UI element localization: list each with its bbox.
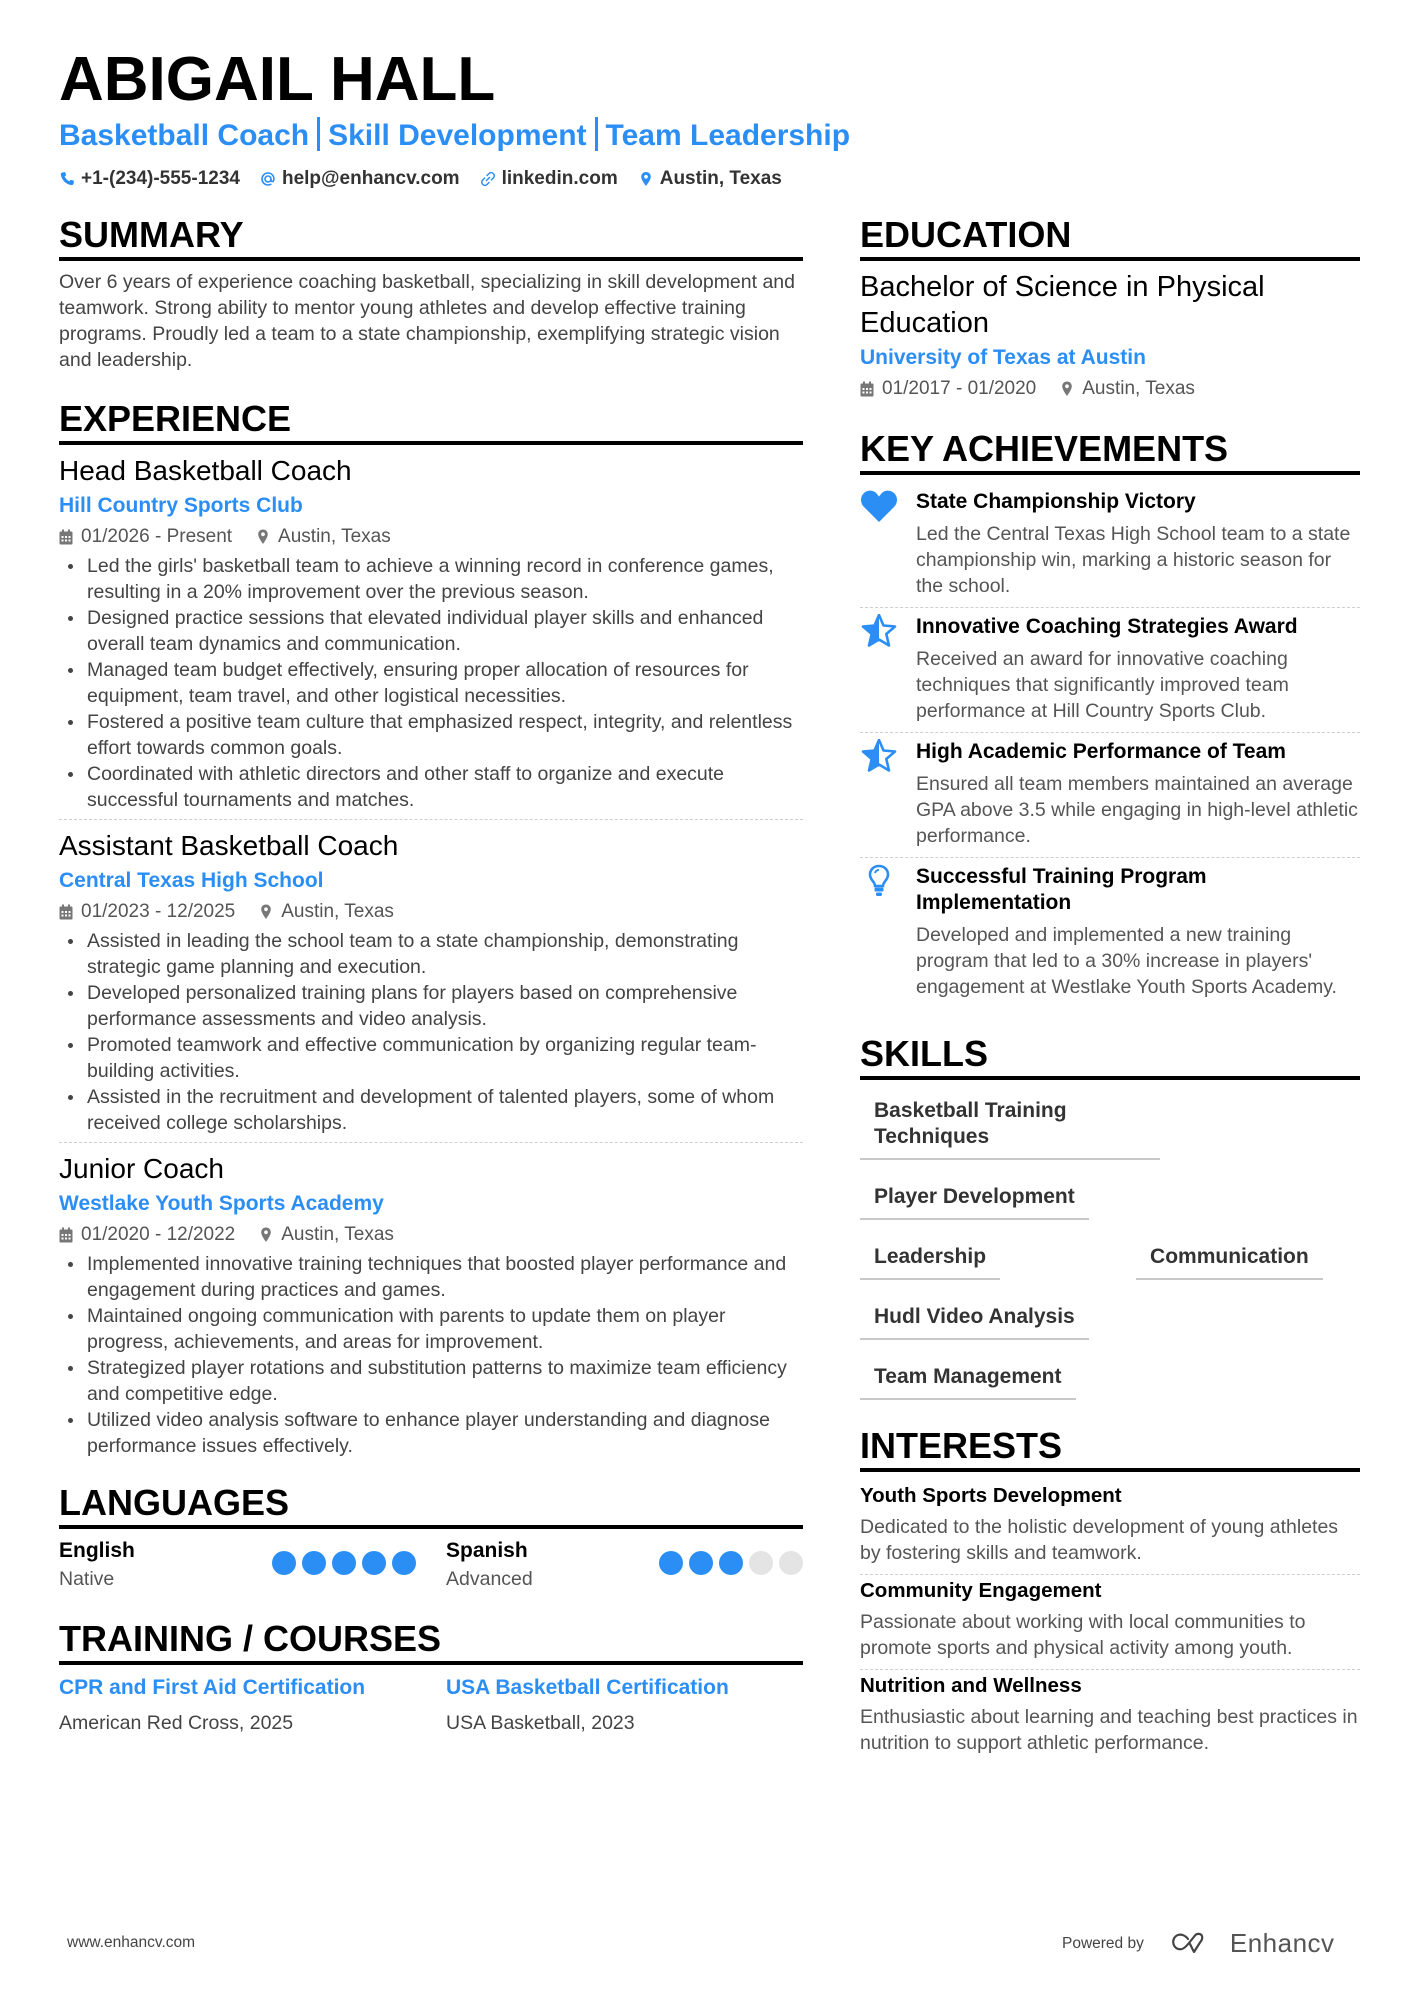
achievement-desc: Received an award for innovative coaching techniques that significantly improved team performance at Hill Country Sports Club. (916, 648, 1289, 722)
interest-item (860, 1480, 1360, 1575)
achievement-title: State Championship Victory (916, 490, 1196, 513)
job-location: Austin, Texas (281, 1224, 394, 1245)
bullet-item: Maintained ongoing communication with parents to update them on player progress, achievements, and areas for improvement. (59, 1303, 803, 1355)
powered-by-label: Powered by (1062, 1934, 1144, 1952)
email-text: help@enhancv.com (281, 168, 460, 189)
section-heading: EXPERIENCE (59, 399, 803, 445)
interest-desc: Enthusiastic about learning and teaching best practices in nutrition to support athletic performance. (860, 1706, 1358, 1754)
contact-phone[interactable] (59, 168, 240, 190)
candidate-name: ABIGAIL HALL (59, 45, 496, 114)
bullet-item: Fostered a positive team culture that emphasized respect, integrity, and relentless effort towards common goals. (59, 709, 803, 761)
bullet-item: Managed team budget effectively, ensuring proper allocation of resources for equipment, team travel, and other logistical necessities. (59, 657, 803, 709)
resume-header (59, 44, 1359, 190)
candidate-title (59, 116, 1359, 156)
heart-icon (860, 489, 898, 523)
language-level: Native (59, 1568, 115, 1590)
summary-section (59, 215, 803, 373)
course-provider: American Red Cross, 2025 (59, 1712, 294, 1734)
language-name: English (59, 1539, 135, 1562)
skill-tag: Basketball Training Techniques (860, 1088, 1160, 1160)
location-icon (256, 529, 270, 545)
course-provider: USA Basketball, 2023 (446, 1712, 635, 1734)
footer-website[interactable]: www.enhancv.com (67, 1934, 196, 1951)
location-text: Austin, Texas (659, 168, 782, 189)
course-title: CPR and First Aid Certification (59, 1676, 366, 1699)
achievement-desc: Developed and implemented a new training program that led to a 30% increase in players' engagement at Westlake Youth Sports Academy. (916, 924, 1337, 998)
left-column (59, 215, 803, 1737)
job-company: Central Texas High School (59, 869, 324, 892)
bullet-item: Designed practice sessions that elevated individual player skills and enhanced overall team dynamics and communication. (59, 605, 803, 657)
course-item (59, 1673, 416, 1737)
dot-empty (779, 1551, 803, 1575)
interests-section (860, 1426, 1360, 1764)
experience-section (59, 399, 803, 1465)
language-item (59, 1537, 416, 1593)
brand-logo[interactable] (1170, 1928, 1335, 1959)
job-company: Hill Country Sports Club (59, 494, 303, 517)
calendar-icon (59, 904, 73, 920)
section-heading: SKILLS (860, 1034, 1360, 1080)
title-separator (317, 117, 320, 151)
job-bullets (59, 553, 803, 813)
section-heading: LANGUAGES (59, 1483, 803, 1529)
language-level: Advanced (446, 1568, 533, 1590)
star-icon (860, 614, 898, 648)
languages-section (59, 1483, 803, 1593)
phone-icon (59, 171, 75, 187)
achievement-title: High Academic Performance of Team (916, 740, 1286, 763)
achievements-section (860, 429, 1360, 1008)
interest-title: Community Engagement (860, 1579, 1102, 1602)
skills-section (860, 1034, 1360, 1400)
job-location: Austin, Texas (278, 526, 391, 547)
bullet-item: Assisted in leading the school team to a state championship, demonstrating strategic game planning and execution. (59, 928, 803, 980)
job-meta (59, 523, 803, 551)
job-dates: 01/2023 - 12/2025 (81, 901, 236, 922)
contact-email[interactable] (260, 168, 460, 190)
interest-item (860, 1575, 1360, 1670)
experience-entry (59, 453, 803, 820)
title-separator (595, 117, 598, 151)
job-dates: 01/2026 - Present (81, 526, 233, 547)
bullet-item: Led the girls' basketball team to achieve a winning record in conference games, resulting in a 20% improvement over the previous season. (59, 553, 803, 605)
course-item (446, 1673, 803, 1737)
phone-text: +1-(234)-555-1234 (81, 168, 240, 189)
at-icon (260, 171, 276, 187)
dot-filled (302, 1551, 326, 1575)
linkedin-text: linkedin.com (501, 168, 618, 189)
achievement-item (860, 483, 1360, 608)
experience-entry (59, 1151, 803, 1465)
bullet-item: Developed personalized training plans for players based on comprehensive performance assessments and video analysis. (59, 980, 803, 1032)
brand-name: Enhancv (1229, 1928, 1335, 1958)
interest-desc: Dedicated to the holistic development of young athletes by fostering skills and teamwork. (860, 1516, 1339, 1564)
achievement-title: Innovative Coaching Strategies Award (916, 615, 1298, 638)
education-location: Austin, Texas (1082, 378, 1195, 399)
job-title: Assistant Basketball Coach (59, 830, 399, 861)
dot-filled (332, 1551, 356, 1575)
location-icon (1060, 381, 1074, 397)
bullet-item: Assisted in the recruitment and development of talented players, some of whom received college scholarships. (59, 1084, 803, 1136)
bullet-item: Strategized player rotations and substitution patterns to maximize team efficiency and competitive edge. (59, 1355, 803, 1407)
bullet-item: Promoted teamwork and effective communication by organizing regular team-building activities. (59, 1032, 803, 1084)
section-heading: KEY ACHIEVEMENTS (860, 429, 1360, 475)
degree: Bachelor of Science in Physical Education (860, 271, 1265, 339)
star-icon (860, 739, 898, 773)
achievement-desc: Led the Central Texas High School team to a state championship win, marking a historic season for the school. (916, 523, 1351, 597)
right-column (860, 215, 1360, 1764)
job-meta (59, 898, 803, 926)
summary-text: Over 6 years of experience coaching basketball, specializing in skill development and teamwork. Strong ability to mentor young athletes and develop effective training programs. Proudly led a team to a state championship, exemplifying strategic vision and leadership. (59, 271, 795, 371)
dot-filled (689, 1551, 713, 1575)
section-heading: INTERESTS (860, 1426, 1360, 1472)
skill-tag: Leadership (860, 1234, 1000, 1280)
section-heading: TRAINING / COURSES (59, 1619, 803, 1665)
lightbulb-icon (860, 864, 898, 898)
interest-item (860, 1670, 1360, 1764)
education-meta (860, 375, 1360, 403)
title-part: Skill Development (328, 119, 587, 152)
job-dates: 01/2020 - 12/2022 (81, 1224, 236, 1245)
dot-filled (659, 1551, 683, 1575)
job-meta (59, 1221, 803, 1249)
proficiency-dots (272, 1551, 416, 1575)
title-part: Basketball Coach (59, 119, 310, 152)
location-icon (259, 1227, 273, 1243)
location-icon (259, 904, 273, 920)
proficiency-dots (659, 1551, 803, 1575)
bullet-item: Utilized video analysis software to enhance player understanding and diagnose performance issues effectively. (59, 1407, 803, 1459)
section-heading: EDUCATION (860, 215, 1360, 261)
interest-desc: Passionate about working with local communities to promote sports and physical activity among youth. (860, 1611, 1306, 1659)
job-bullets (59, 928, 803, 1136)
section-heading: SUMMARY (59, 215, 803, 261)
achievement-item (860, 858, 1360, 1008)
contact-location (638, 168, 782, 190)
language-item (446, 1537, 803, 1593)
location-icon (638, 171, 654, 187)
achievement-desc: Ensured all team members maintained an average GPA above 3.5 while engaging in high-level athletic performance. (916, 773, 1358, 847)
dot-filled (392, 1551, 416, 1575)
dot-filled (272, 1551, 296, 1575)
link-icon (480, 171, 496, 187)
skill-tag: Team Management (860, 1354, 1076, 1400)
job-title: Head Basketball Coach (59, 455, 352, 486)
calendar-icon (59, 529, 73, 545)
school: University of Texas at Austin (860, 346, 1146, 369)
education-section (860, 215, 1360, 403)
dot-filled (719, 1551, 743, 1575)
training-section (59, 1619, 803, 1737)
bullet-item: Coordinated with athletic directors and other staff to organize and execute successful tournaments and matches. (59, 761, 803, 813)
dot-empty (749, 1551, 773, 1575)
calendar-icon (860, 381, 874, 397)
achievement-title: Successful Training Program Implementation (916, 865, 1207, 914)
dot-filled (362, 1551, 386, 1575)
skill-tag: Hudl Video Analysis (860, 1294, 1089, 1340)
footer-branding (1062, 1928, 1335, 1959)
job-bullets (59, 1251, 803, 1459)
calendar-icon (59, 1227, 73, 1243)
experience-entry (59, 828, 803, 1143)
course-title: USA Basketball Certification (446, 1676, 729, 1699)
job-title: Junior Coach (59, 1153, 224, 1184)
job-location: Austin, Texas (281, 901, 394, 922)
bullet-item: Implemented innovative training techniques that boosted player performance and engagement during practices and games. (59, 1251, 803, 1303)
enhancv-logo-icon (1170, 1931, 1216, 1957)
education-dates: 01/2017 - 01/2020 (882, 378, 1037, 399)
skill-tag: Player Development (860, 1174, 1089, 1220)
interest-title: Nutrition and Wellness (860, 1674, 1082, 1697)
language-name: Spanish (446, 1539, 528, 1562)
interest-title: Youth Sports Development (860, 1484, 1122, 1507)
job-company: Westlake Youth Sports Academy (59, 1192, 384, 1215)
achievement-item (860, 608, 1360, 733)
contact-linkedin[interactable] (480, 168, 618, 190)
title-part: Team Leadership (605, 119, 851, 152)
contact-row (59, 168, 1359, 190)
achievement-item (860, 733, 1360, 858)
skill-tag: Communication (1136, 1234, 1323, 1280)
